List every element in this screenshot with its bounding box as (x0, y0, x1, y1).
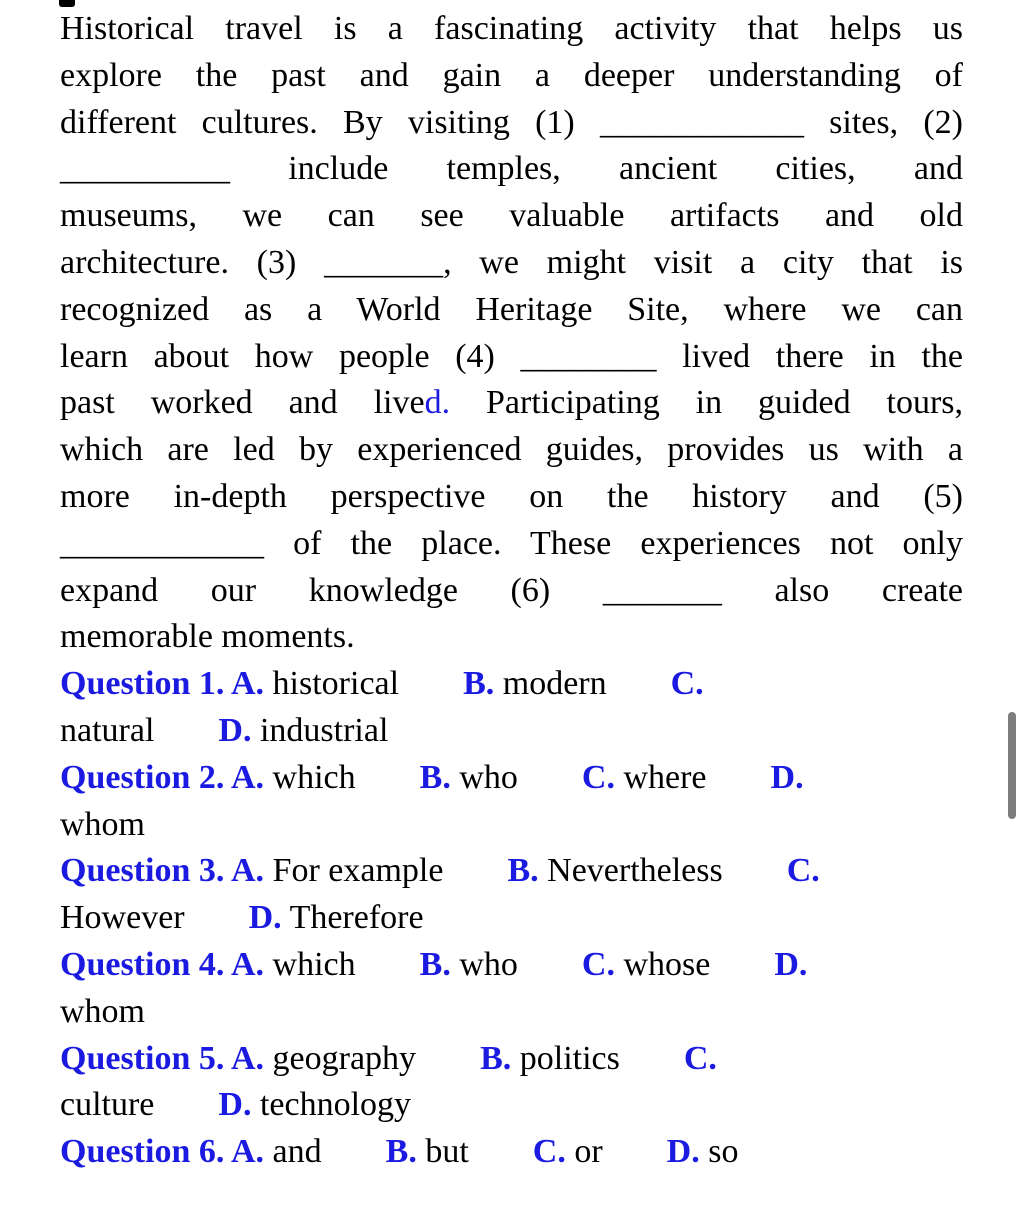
blank-1: ____________ (599, 103, 804, 141)
passage-line (60, 334, 963, 381)
tab-gap (710, 974, 774, 975)
option-text: modern (494, 665, 607, 703)
option-letter: C. (786, 852, 820, 890)
question-5-line-1 (60, 1036, 963, 1083)
option-letter: B. (419, 945, 451, 983)
option-text: whom (60, 992, 145, 1030)
passage-text: which are led by experienced guides, provides us with a (60, 431, 963, 469)
option-letter: D. (774, 945, 808, 983)
option-text: or (565, 1133, 603, 1171)
option-text: historical (264, 665, 400, 703)
passage-text: , we might visit a city that is (443, 243, 963, 281)
tab-gap (416, 1068, 480, 1069)
option-letter: C. (670, 665, 704, 703)
option-text: which (264, 945, 356, 983)
passage-text: past worked and live (60, 384, 425, 422)
tab-gap (322, 1161, 386, 1162)
option-text: who (450, 945, 518, 983)
option-text: where (614, 758, 707, 796)
passage-line (60, 53, 963, 100)
question-2-line-2 (60, 802, 963, 849)
tab-gap (518, 787, 582, 788)
passage-text: museums, we can see valuable artifacts and old (60, 197, 963, 235)
question-3-line-2 (60, 895, 963, 942)
option-text: For example (264, 852, 444, 890)
question-1 (60, 661, 963, 755)
passage-text: Participating in guided tours, (450, 384, 964, 422)
question-4-line-2 (60, 989, 963, 1036)
passage-text: of the place. These experiences not only (264, 524, 963, 562)
option-text: which (264, 758, 356, 796)
option-letter: A. (230, 665, 265, 703)
option-letter: D. (666, 1133, 700, 1171)
tab-gap (356, 974, 420, 975)
option-letter: B. (507, 852, 539, 890)
questions (60, 661, 963, 1176)
passage-text: include temples, ancient cities, and (230, 150, 963, 188)
question-4-line-1 (60, 942, 963, 989)
inline-blue-letter: d. (424, 384, 451, 422)
blank-5: ____________ (60, 524, 264, 562)
passage-text: expand our knowledge (6) (60, 571, 603, 609)
question-number: Question 3. (60, 852, 231, 890)
question-2-line-1 (60, 755, 963, 802)
tab-gap (185, 927, 249, 928)
blank-4: ________ (520, 337, 657, 375)
option-text: but (416, 1133, 469, 1171)
tab-gap (399, 693, 463, 694)
tab-gap (603, 1161, 667, 1162)
tab-gap (707, 787, 771, 788)
option-text: Nevertheless (538, 852, 723, 890)
passage-text: lived there in the (656, 337, 963, 375)
tab-gap (723, 880, 787, 881)
option-text: However (60, 899, 185, 937)
tab-gap (607, 693, 671, 694)
question-3-line-1 (60, 848, 963, 895)
passage-text: more in-depth perspective on the history and (5) (60, 477, 963, 515)
passage-line (60, 6, 963, 53)
option-text: politics (511, 1039, 620, 1077)
passage-line (60, 568, 963, 615)
tab-gap (154, 1114, 218, 1115)
option-text: industrial (251, 711, 389, 749)
option-letter: C. (532, 1133, 566, 1171)
blank-3: _______ (324, 243, 444, 281)
option-text: and (264, 1133, 322, 1171)
option-letter: B. (419, 758, 451, 796)
option-letter: C. (581, 758, 615, 796)
option-text: Therefore (281, 899, 424, 937)
option-text: whom (60, 805, 145, 843)
option-text: natural (60, 711, 155, 749)
question-3 (60, 848, 963, 942)
option-text: so (699, 1133, 739, 1171)
question-1-line-2 (60, 708, 963, 755)
passage-text: learn about how people (4) (60, 337, 521, 375)
passage-line (60, 521, 963, 568)
tab-gap (154, 740, 218, 741)
question-6 (60, 1129, 963, 1176)
question-number: Question 2. (60, 758, 231, 796)
question-number: Question 6. (60, 1133, 231, 1171)
option-text: geography (264, 1039, 417, 1077)
document-content (60, 6, 963, 1176)
passage-line (60, 193, 963, 240)
option-letter: D. (218, 1086, 252, 1124)
question-5-line-2 (60, 1082, 963, 1129)
option-letter: A. (230, 1133, 265, 1171)
option-letter: C. (683, 1039, 717, 1077)
passage-line (60, 427, 963, 474)
question-number: Question 4. (60, 945, 231, 983)
tab-gap (356, 787, 420, 788)
option-letter: D. (770, 758, 804, 796)
passage-line (60, 474, 963, 521)
blank-6: _______ (602, 571, 722, 609)
question-1-line-1 (60, 661, 963, 708)
option-letter: A. (230, 945, 265, 983)
scrollbar-thumb[interactable] (1008, 712, 1016, 819)
option-text: technology (251, 1086, 412, 1124)
blank-2: __________ (60, 150, 230, 188)
option-text: who (450, 758, 518, 796)
option-letter: A. (230, 852, 265, 890)
tab-gap (469, 1161, 533, 1162)
passage-text: also create (721, 571, 963, 609)
passage-text: explore the past and gain a deeper understanding of (60, 56, 963, 94)
question-number: Question 1. (60, 665, 231, 703)
passage-text: memorable moments. (60, 618, 355, 656)
passage-line (60, 240, 963, 287)
option-letter: D. (248, 899, 282, 937)
passage-text: sites, (2) (803, 103, 963, 141)
passage-line (60, 287, 963, 334)
question-6-line-1 (60, 1129, 963, 1176)
passage-text: recognized as a World Heritage Site, where we can (60, 290, 963, 328)
option-letter: B. (480, 1039, 512, 1077)
passage-text: architecture. (3) (60, 243, 325, 281)
passage-text: different cultures. By visiting (1) (60, 103, 600, 141)
option-letter: A. (230, 1039, 265, 1077)
passage-line (60, 100, 963, 147)
option-letter: B. (463, 665, 495, 703)
question-4 (60, 942, 963, 1036)
question-number: Question 5. (60, 1039, 231, 1077)
tab-gap (518, 974, 582, 975)
question-5 (60, 1036, 963, 1130)
question-2 (60, 755, 963, 849)
option-letter: D. (218, 711, 252, 749)
tab-gap (620, 1068, 684, 1069)
passage (60, 6, 963, 661)
passage-line (60, 146, 963, 193)
passage-text: Historical travel is a fascinating activity that helps us (60, 10, 963, 47)
option-letter: A. (230, 758, 265, 796)
tab-gap (443, 880, 507, 881)
passage-line (60, 380, 963, 427)
option-text: culture (60, 1086, 155, 1124)
option-letter: C. (581, 945, 615, 983)
passage-line (60, 614, 963, 661)
option-letter: B. (385, 1133, 417, 1171)
option-text: whose (614, 945, 711, 983)
